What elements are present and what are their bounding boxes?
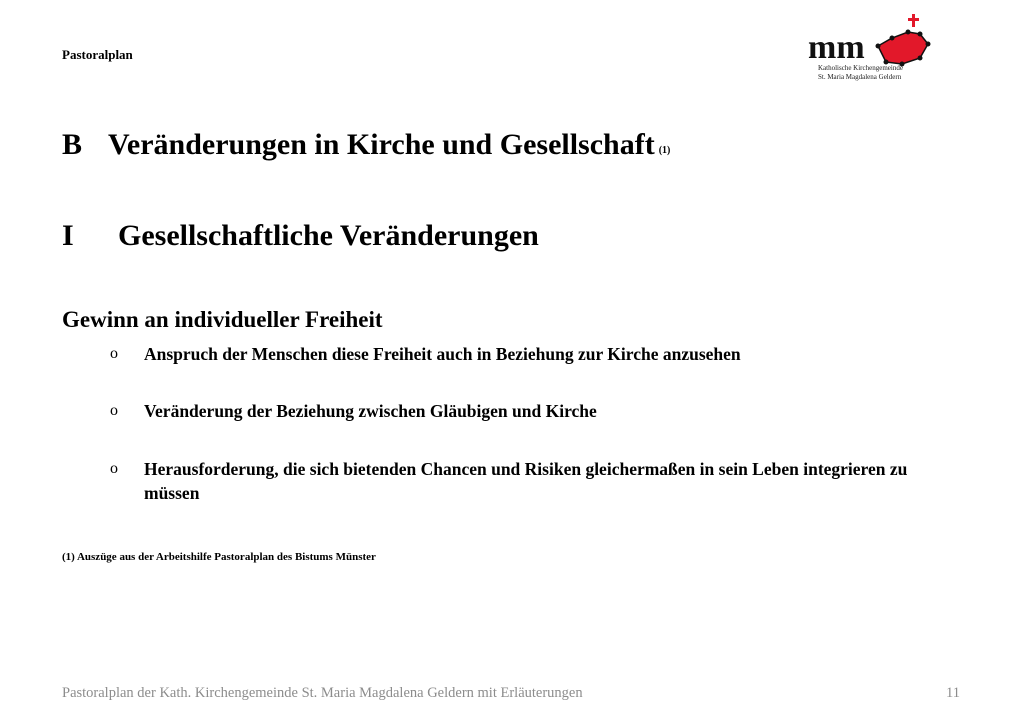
logo-cross-icon: [908, 14, 919, 27]
list-item: [110, 457, 914, 505]
bullet-text: Veränderung der Beziehung zwischen Gläubigen und Kirche: [144, 401, 597, 421]
logo-line-1: Katholische Kirchengemeinde: [818, 64, 903, 72]
list-item: [110, 342, 914, 366]
footnote: (1) Auszüge aus der Arbeitshilfe Pastoralplan des Bistums Münster: [62, 551, 376, 563]
section-letter: B: [62, 128, 83, 161]
bullet-marker: o: [110, 345, 118, 362]
header-label: Pastoralplan: [62, 47, 133, 62]
list-item: [110, 399, 914, 423]
parish-logo: [806, 12, 936, 84]
footer-text: Pastoralplan der Kath. Kirchengemeinde St. Maria Magdalena Geldern mit Erläuterungen: [62, 685, 583, 701]
subsection-title: [62, 219, 539, 253]
footnote-ref: (1): [658, 145, 671, 156]
logo-line-2: St. Maria Magdalena Geldern: [818, 73, 902, 81]
section-title-text: Veränderungen in Kirche und Gesellschaft: [108, 128, 655, 161]
subsection-title-text: Gesellschaftliche Veränderungen: [118, 219, 539, 252]
section-title: [62, 128, 670, 162]
content-heading: Gewinn an individueller Freiheit: [62, 307, 383, 332]
subsection-numeral: I: [62, 219, 74, 252]
page-number: 11: [946, 685, 960, 701]
bullet-text: Anspruch der Menschen diese Freiheit auch in Beziehung zur Kirche anzusehen: [144, 344, 741, 364]
bullet-text: Herausforderung, die sich bietenden Chancen und Risiken gleichermaßen in sein Leben integrieren zu müssen: [144, 459, 908, 503]
bullet-marker: o: [110, 460, 118, 477]
bullet-marker: o: [110, 402, 118, 419]
logo-mark-text: mm: [808, 29, 865, 66]
